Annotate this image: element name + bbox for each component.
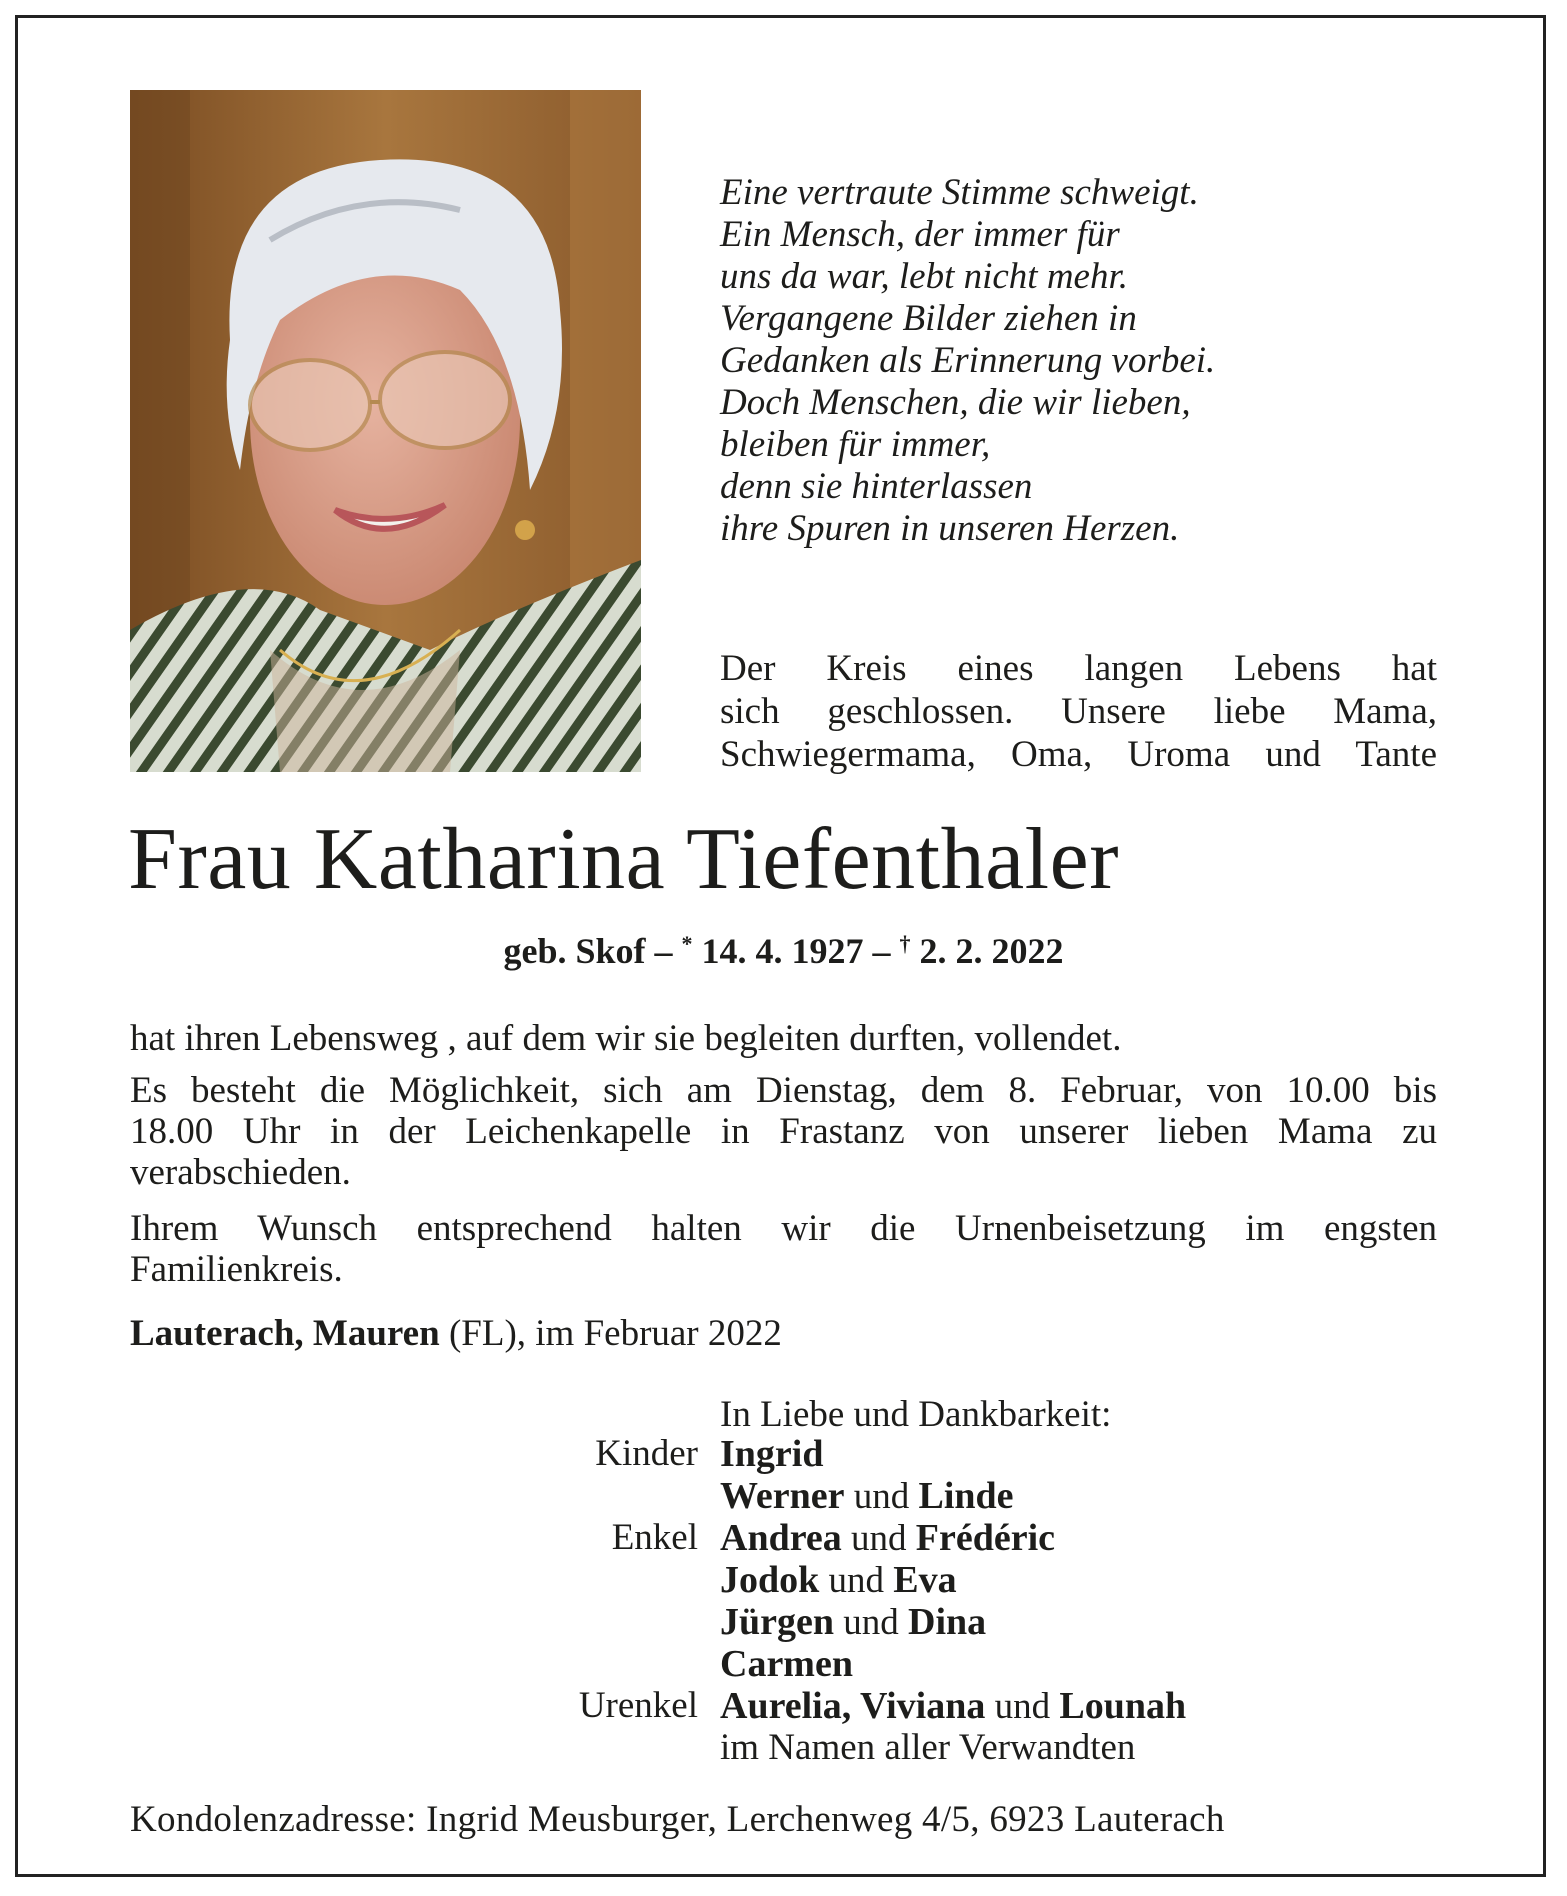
mourner-names (720, 1559, 957, 1602)
signoff: In Liebe und Dankbarkeit: (720, 1394, 1112, 1435)
connector: und (828, 1560, 885, 1601)
connector: und (853, 1476, 910, 1517)
mourner-names (720, 1685, 1186, 1728)
separator: – (872, 931, 891, 971)
mourner-names (720, 1601, 986, 1644)
closing-line: im Namen aller Verwandten (720, 1727, 1136, 1768)
connector: und (994, 1686, 1051, 1727)
mourner-name: Carmen (720, 1643, 853, 1685)
condolence-address: Kondolenzadresse: Ingrid Meusburger, Lerchenweg 4/5, 6923 Lauterach (130, 1799, 1225, 1840)
poem-line: Doch Menschen, die wir lieben, (720, 382, 1191, 423)
connector: und (843, 1602, 899, 1643)
life-dates (0, 930, 1567, 972)
poem-line: Ein Mensch, der immer für (720, 214, 1120, 255)
death-date: 2. 2. 2022 (919, 931, 1064, 971)
paragraph-farewell (130, 1070, 1437, 1193)
mourner-row (0, 1517, 1567, 1559)
portrait-photo (130, 90, 641, 772)
separator: – (654, 931, 673, 971)
poem-line: Gedanken als Erinnerung vorbei. (720, 340, 1216, 381)
paragraph-line: hat ihren Lebensweg , auf dem wir sie begleiten durften, vollendet. (130, 1018, 1122, 1059)
mourner-name: Frédéric (915, 1517, 1055, 1559)
place-names: Lauterach, Mauren (130, 1313, 440, 1354)
relation-label: Urenkel (578, 1685, 698, 1726)
mourner-names (720, 1475, 1014, 1518)
poem-line: Vergangene Bilder ziehen in (720, 298, 1137, 339)
mourner-row (0, 1601, 1567, 1643)
birth-date: 14. 4. 1927 (701, 931, 864, 971)
death-symbol: † (899, 931, 911, 956)
intro-line: Schwiegermama, Oma, Uroma und Tante (720, 734, 1437, 775)
poem-line: Eine vertraute Stimme schweigt. (720, 172, 1199, 213)
mourner-row (0, 1475, 1567, 1517)
intro-line: Der Kreis eines langen Lebens hat (720, 648, 1437, 689)
paragraph-burial (130, 1208, 1437, 1290)
paragraph-line: Familienkreis. (130, 1249, 343, 1290)
mourner-name: Andrea (720, 1517, 842, 1559)
mourner-row (0, 1643, 1567, 1685)
paragraph-line: 18.00 Uhr in der Leichenkapelle in Frastanz von unserer lieben Mama zu (130, 1111, 1437, 1152)
poem (720, 172, 1440, 550)
paragraph-line: Es besteht die Möglichkeit, sich am Dienstag, dem 8. Februar, von 10.00 bis (130, 1070, 1437, 1111)
mourner-names (720, 1433, 823, 1476)
mourner-name: Jürgen (720, 1601, 834, 1643)
mourner-name: Jodok (720, 1559, 820, 1601)
birth-symbol: * (681, 931, 693, 956)
poem-line: bleiben für immer, (720, 424, 991, 465)
poem-line: uns da war, lebt nicht mehr. (720, 256, 1129, 297)
mourner-name: Ingrid (720, 1433, 824, 1475)
relation-label: Kinder (595, 1433, 698, 1474)
mourner-row (0, 1685, 1567, 1727)
paragraph-line: Ihrem Wunsch entsprechend halten wir die Urnenbeisetzung im engsten (130, 1208, 1437, 1249)
mourners-list (0, 1433, 1567, 1769)
intro-text (720, 647, 1437, 776)
deceased-name: Frau Katharina Tiefenthaler (128, 811, 1119, 908)
mourner-name: Eva (893, 1559, 957, 1601)
place-and-date (130, 1312, 782, 1355)
mourner-name: Linde (918, 1475, 1014, 1517)
poem-line: ihre Spuren in unseren Herzen. (720, 508, 1180, 549)
place-rest: (FL), im Februar 2022 (439, 1313, 782, 1354)
intro-line: sich geschlossen. Unsere liebe Mama, (720, 691, 1437, 732)
maiden-name: geb. Skof (503, 931, 646, 971)
connector: und (851, 1518, 907, 1559)
mourner-name: Lounah (1059, 1685, 1187, 1727)
mourner-name: Dina (908, 1601, 987, 1643)
paragraph-life (130, 1018, 1437, 1059)
relation-label: Enkel (611, 1517, 698, 1558)
mourner-row (0, 1727, 1567, 1769)
mourner-row (0, 1433, 1567, 1475)
mourner-names (720, 1643, 853, 1686)
mourner-row (0, 1559, 1567, 1601)
mourner-name: Aurelia, Viviana (720, 1685, 986, 1727)
poem-line: denn sie hinterlassen (720, 466, 1033, 507)
paragraph-line: verabschieden. (130, 1152, 351, 1193)
mourner-names (720, 1517, 1055, 1560)
mourner-name: Werner (720, 1475, 845, 1517)
